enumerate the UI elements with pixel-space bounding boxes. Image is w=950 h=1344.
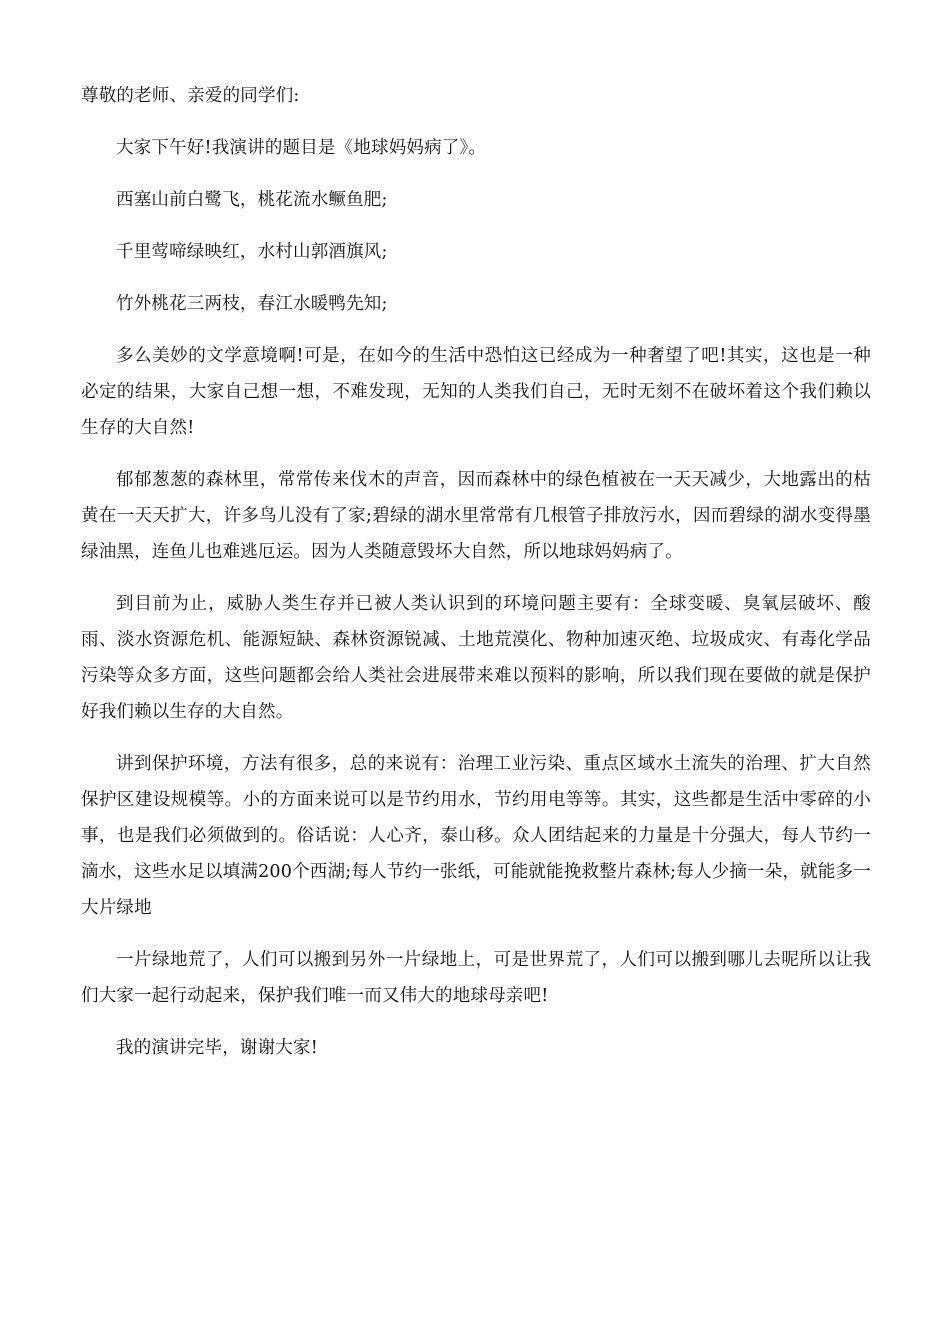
paragraph-poem-line-3: 竹外桃花三两枝，春江水暖鸭先知; — [116, 294, 388, 314]
paragraph-protection-methods: 讲到保护环境，方法有很多，总的来说有：治理工业污染、重点区域水土流失的治理、扩大自然保护区建设规模等。小的方面来说可以是节约用水，节约用电等等。其实，这些都是生活中零碎的小事，也是我们必须做到的。俗话说：人心齐，泰山移。众人团结起来的力量是十分强大，每人节约一滴水，这些水足以填满200个西湖;每人节约一张纸，可能就能挽救整片森林;每人少摘一朵，就能多一大片绿地 — [81, 754, 871, 918]
paragraph-closing: 我的演讲完毕，谢谢大家! — [116, 1038, 318, 1058]
paragraph-environmental-problems: 到目前为止，威胁人类生存并已被人类认识到的环境问题主要有：全球变暖、臭氧层破坏、酸雨、淡水资源危机、能源短缺、森林资源锐减、土地荒漠化、物种加速灭绝、垃圾成灾、有毒化学品污染等众多方面，这些问题都会给人类社会进展带来难以预料的影响，所以我们现在要做的就是保护好我们赖以生存的大自然。 — [81, 594, 871, 722]
paragraph-poem-line-1: 西塞山前白鹭飞，桃花流水鳜鱼肥; — [116, 190, 388, 210]
paragraph-greeting: 大家下午好!我演讲的题目是《地球妈妈病了》。 — [116, 138, 487, 158]
salutation: 尊敬的老师、亲爱的同学们: — [81, 86, 300, 106]
speech-body — [81, 78, 871, 1082]
paragraph-call-to-action: 一片绿地荒了，人们可以搬到另外一片绿地上，可是世界荒了，人们可以搬到哪儿去呢所以让我们大家一起行动起来，保护我们唯一而又伟大的地球母亲吧! — [81, 950, 871, 1006]
paragraph-literary-mood: 多么美妙的文学意境啊!可是，在如今的生活中恐怕这已经成为一种奢望了吧!其实，这也是一种必定的结果，大家自己想一想，不难发现，无知的人类我们自己，无时无刻不在破坏着这个我们赖以生存的大自然! — [81, 346, 871, 438]
paragraph-forest-lake: 郁郁葱葱的森林里，常常传来伐木的声音，因而森林中的绿色植被在一天天减少，大地露出的枯黄在一天天扩大，许多鸟儿没有了家;碧绿的湖水里常常有几根管子排放污水，因而碧绿的湖水变得墨绿油黑，连鱼儿也难逃厄运。因为人类随意毁坏大自然，所以地球妈妈病了。 — [81, 470, 871, 562]
paragraph-poem-line-2: 千里莺啼绿映红，水村山郭酒旗风; — [116, 242, 388, 262]
